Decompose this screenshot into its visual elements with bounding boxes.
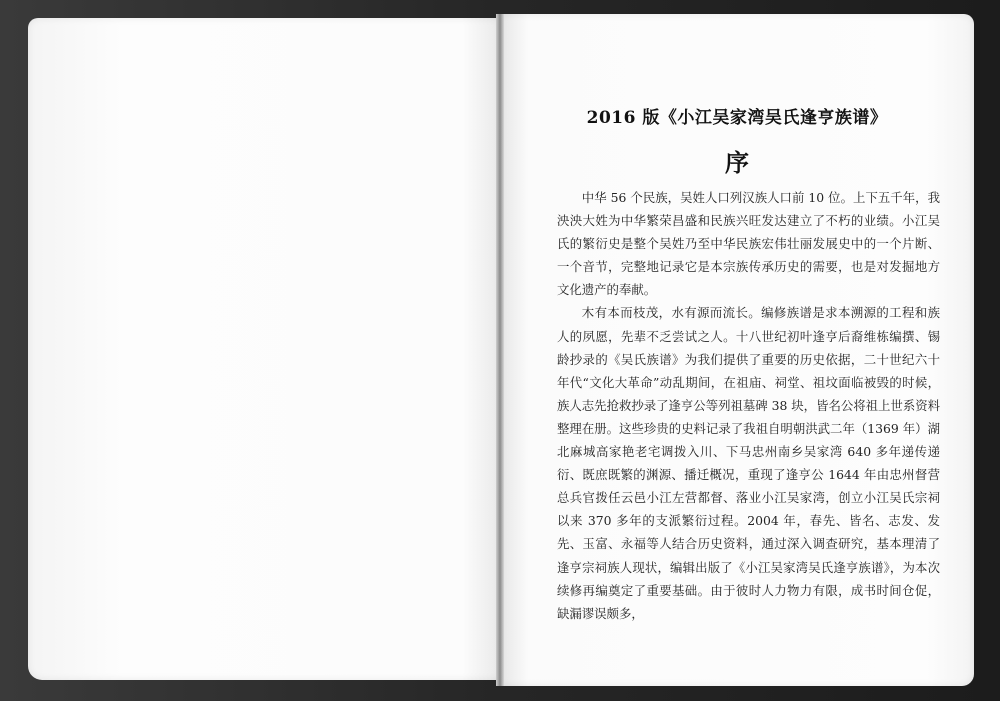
preface-body [557, 186, 940, 625]
preface-heading: 序 [725, 148, 749, 177]
paragraph-1: 中华 56 个民族，吴姓人口列汉族人口前 10 位。上下五千年，我泱泱大姓为中华繁荣昌盛和民族兴旺发达建立了不朽的业绩。小江吴氏的繁衍史是整个吴姓乃至中华民族宏伟壮丽发展史中的一个片断、一个音节，完整地记录它是本宗族传承历史的需要，也是对发掘地方文化遗产的奉献。 [557, 190, 940, 298]
left-page-blank [28, 18, 500, 680]
paragraph-2: 木有本而枝茂，水有源而流长。编修族谱是求本溯源的工程和族人的夙愿，先辈不乏尝试之人。十八世纪初叶逢亨后裔维栋编撰、锡龄抄录的《吴氏族谱》为我们提供了重要的历史依据，二十世纪六十年代“文化大革命”动乱期间，在祖庙、祠堂、祖坟面临被毁的时候，族人志先抢救抄录了逢亨公等列祖墓碑 38 块，皆名公将祖上世系资料整理在册。这些珍贵的史料记录了我祖自明朝洪武二年（1369 年）湖北麻城高家艳老宅调拨入川、下马忠州南乡吴家湾 640 多年递传递衍、既庶既繁的渊源、播迁概况，重现了逢亨公 1644 年由忠州督营总兵官拨任云邑小江左营都督、落业小江吴家湾，创立小江吴氏宗祠以来 370 多年的支派繁衍过程。2004 年，春先、皆名、志发、发先、玉富、永福等人结合历史资料，通过深入调查研究，基本理清了逢亨宗祠族人现状，编辑出版了《小江吴家湾吴氏逢亨族谱》，为本次续修再编奠定了重要基础。由于彼时人力物力有限，成书时间仓促，缺漏谬误颇多， [557, 305, 940, 621]
document-title: 2016 版《小江吴家湾吴氏逢亨族谱》 [586, 108, 888, 128]
